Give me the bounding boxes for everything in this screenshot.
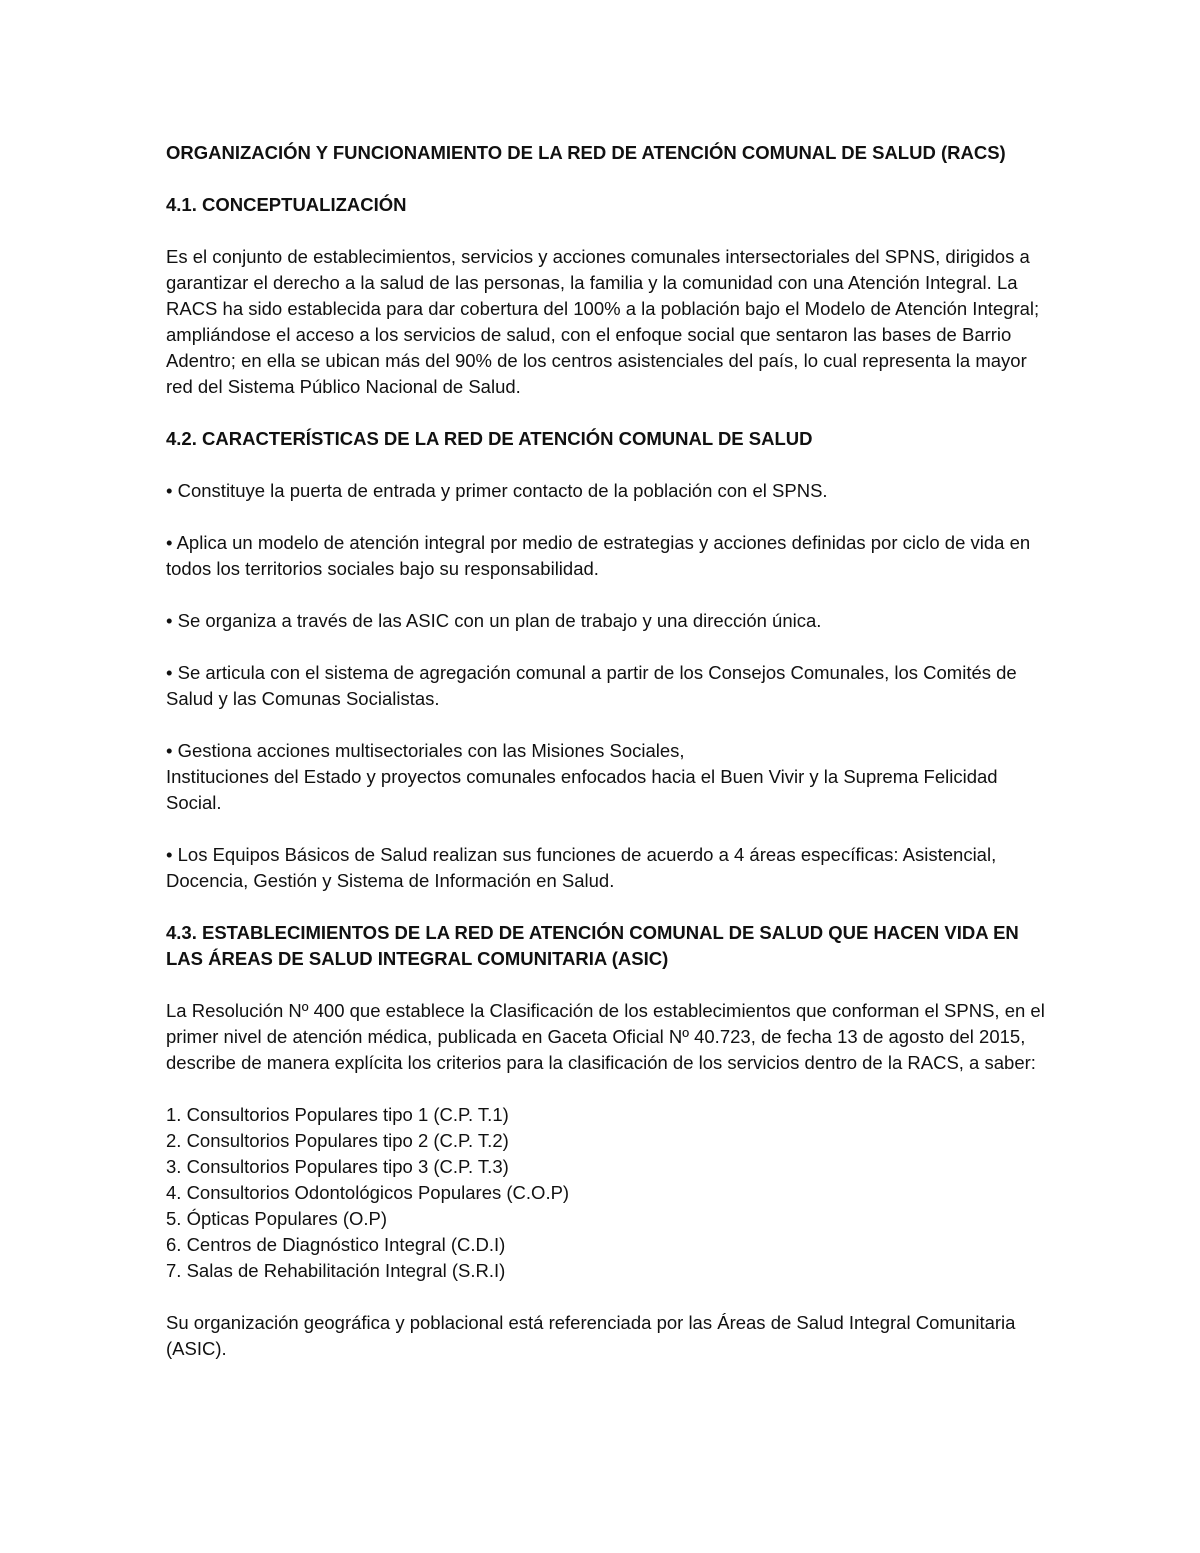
bullet-item: • Gestiona acciones multisectoriales con las Misiones Sociales, xyxy=(166,740,685,761)
list-item: 6. Centros de Diagnóstico Integral (C.D.I) xyxy=(166,1234,506,1255)
list-item: 2. Consultorios Populares tipo 2 (C.P. T.2) xyxy=(166,1130,509,1151)
section-heading-establecimientos: 4.3. ESTABLECIMIENTOS DE LA RED DE ATENCIÓN COMUNAL DE SALUD QUE HACEN VIDA EN LAS ÁREAS DE SALUD INTEGRAL COMUNITARIA (ASIC) xyxy=(166,922,1019,969)
list-item: 7. Salas de Rehabilitación Integral (S.R.I) xyxy=(166,1260,506,1281)
bullet-item: • Se organiza a través de las ASIC con un plan de trabajo y una dirección única. xyxy=(166,610,822,631)
bullet-item: • Los Equipos Básicos de Salud realizan sus funciones de acuerdo a 4 áreas específicas: Asistencial, Docencia, Gestión y Sistema de Información en Salud. xyxy=(166,844,997,891)
section-heading-conceptualizacion: 4.1. CONCEPTUALIZACIÓN xyxy=(166,194,407,215)
bullet-item: • Se articula con el sistema de agregación comunal a partir de los Consejos Comunales, los Comités de Salud y las Comunas Socialistas. xyxy=(166,662,1017,709)
closing-paragraph: Su organización geográfica y poblacional está referenciada por las Áreas de Salud Integral Comunitaria (ASIC). xyxy=(166,1312,1016,1359)
document-title: ORGANIZACIÓN Y FUNCIONAMIENTO DE LA RED DE ATENCIÓN COMUNAL DE SALUD (RACS) xyxy=(166,142,1006,163)
bullet-item: • Aplica un modelo de atención integral por medio de estrategias y acciones definidas por ciclo de vida en todos los territorios sociales bajo su responsabilidad. xyxy=(166,532,1031,579)
document-content xyxy=(166,140,1046,1362)
establishment-list xyxy=(166,1102,1046,1284)
list-item: 1. Consultorios Populares tipo 1 (C.P. T.1) xyxy=(166,1104,509,1125)
list-item: 4. Consultorios Odontológicos Populares (C.O.P) xyxy=(166,1182,570,1203)
conceptualizacion-paragraph: Es el conjunto de establecimientos, servicios y acciones comunales intersectoriales del SPNS, dirigidos a garantizar el derecho a la salud de las personas, la familia y la comunidad con una Atención Integral. La RACS ha sido establecida para dar cobertura del 100% a la población bajo el Modelo de Atención Integral; ampliándose el acceso a los servicios de salud, con el enfoque social que sentaron las bases de Barrio Adentro; en ella se ubican más del 90% de los centros asistenciales del país, lo cual representa la mayor red del Sistema Público Nacional de Salud. xyxy=(166,246,1040,397)
bullet-item-continuation: Instituciones del Estado y proyectos comunales enfocados hacia el Buen Vivir y la Suprema Felicidad Social. xyxy=(166,766,998,813)
list-item: 5. Ópticas Populares (O.P) xyxy=(166,1208,388,1229)
bullet-item: • Constituye la puerta de entrada y primer contacto de la población con el SPNS. xyxy=(166,480,828,501)
list-item: 3. Consultorios Populares tipo 3 (C.P. T.3) xyxy=(166,1156,509,1177)
section-heading-caracteristicas: 4.2. CARACTERÍSTICAS DE LA RED DE ATENCIÓN COMUNAL DE SALUD xyxy=(166,428,813,449)
establecimientos-intro-paragraph: La Resolución Nº 400 que establece la Clasificación de los establecimientos que conforman el SPNS, en el primer nivel de atención médica, publicada en Gaceta Oficial Nº 40.723, de fecha 13 de agosto del 2015, describe de manera explícita los criterios para la clasificación de los servicios dentro de la RACS, a saber: xyxy=(166,1000,1045,1073)
